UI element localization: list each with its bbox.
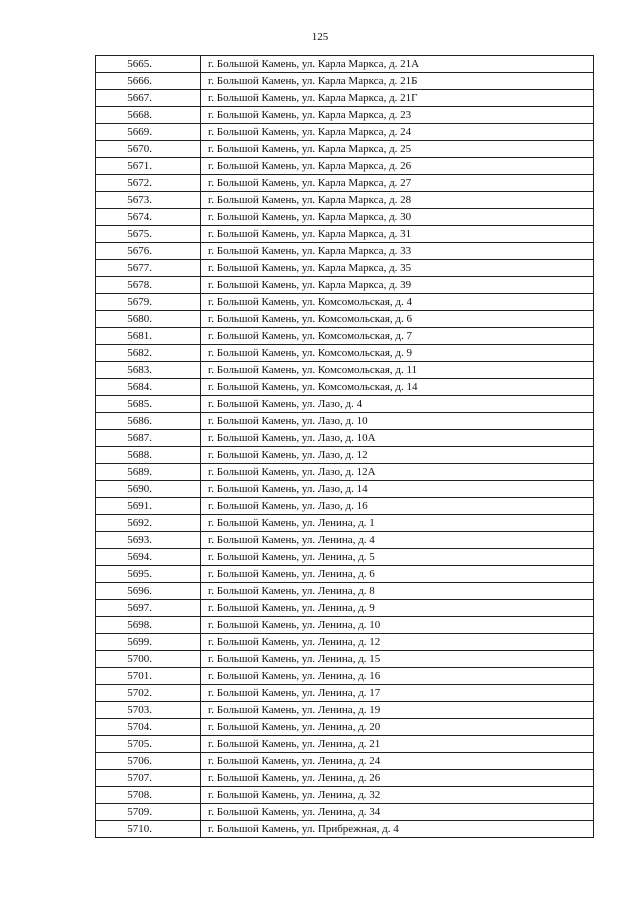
table-row — [96, 430, 594, 447]
row-address: г. Большой Камень, ул. Комсомольская, д. 14 — [201, 379, 594, 396]
row-address: г. Большой Камень, ул. Ленина, д. 20 — [201, 719, 594, 736]
row-address: г. Большой Камень, ул. Ленина, д. 5 — [201, 549, 594, 566]
row-number: 5705. — [96, 736, 201, 753]
row-address: г. Большой Камень, ул. Карла Маркса, д. 31 — [201, 226, 594, 243]
row-address: г. Большой Камень, ул. Карла Маркса, д. 21Г — [201, 90, 594, 107]
row-address: г. Большой Камень, ул. Карла Маркса, д. 30 — [201, 209, 594, 226]
row-number: 5688. — [96, 447, 201, 464]
row-number: 5677. — [96, 260, 201, 277]
row-address: г. Большой Камень, ул. Лазо, д. 16 — [201, 498, 594, 515]
row-number: 5680. — [96, 311, 201, 328]
table-row — [96, 447, 594, 464]
row-address: г. Большой Камень, ул. Карла Маркса, д. 27 — [201, 175, 594, 192]
row-address: г. Большой Камень, ул. Ленина, д. 26 — [201, 770, 594, 787]
row-number: 5679. — [96, 294, 201, 311]
row-number: 5687. — [96, 430, 201, 447]
row-number: 5700. — [96, 651, 201, 668]
row-number: 5708. — [96, 787, 201, 804]
table-row — [96, 243, 594, 260]
table-row — [96, 719, 594, 736]
row-number: 5695. — [96, 566, 201, 583]
row-address: г. Большой Камень, ул. Прибрежная, д. 4 — [201, 821, 594, 838]
row-address: г. Большой Камень, ул. Ленина, д. 17 — [201, 685, 594, 702]
row-address: г. Большой Камень, ул. Комсомольская, д. 9 — [201, 345, 594, 362]
table-row — [96, 260, 594, 277]
row-address: г. Большой Камень, ул. Лазо, д. 12 — [201, 447, 594, 464]
row-number: 5699. — [96, 634, 201, 651]
row-number: 5698. — [96, 617, 201, 634]
row-address: г. Большой Камень, ул. Карла Маркса, д. 24 — [201, 124, 594, 141]
table-row — [96, 107, 594, 124]
row-number: 5669. — [96, 124, 201, 141]
row-number: 5690. — [96, 481, 201, 498]
row-address: г. Большой Камень, ул. Ленина, д. 10 — [201, 617, 594, 634]
table-row — [96, 158, 594, 175]
row-number: 5704. — [96, 719, 201, 736]
row-number: 5685. — [96, 396, 201, 413]
row-address: г. Большой Камень, ул. Ленина, д. 16 — [201, 668, 594, 685]
table-row — [96, 753, 594, 770]
table-row — [96, 328, 594, 345]
row-number: 5692. — [96, 515, 201, 532]
row-number: 5691. — [96, 498, 201, 515]
row-number: 5675. — [96, 226, 201, 243]
row-address: г. Большой Камень, ул. Комсомольская, д. 11 — [201, 362, 594, 379]
row-number: 5693. — [96, 532, 201, 549]
table-row — [96, 549, 594, 566]
table-row — [96, 90, 594, 107]
row-address: г. Большой Камень, ул. Лазо, д. 10А — [201, 430, 594, 447]
table-row — [96, 175, 594, 192]
row-number: 5671. — [96, 158, 201, 175]
row-address: г. Большой Камень, ул. Ленина, д. 8 — [201, 583, 594, 600]
table-row — [96, 277, 594, 294]
row-address: г. Большой Камень, ул. Ленина, д. 34 — [201, 804, 594, 821]
table-row — [96, 821, 594, 838]
row-number: 5682. — [96, 345, 201, 362]
table-row — [96, 651, 594, 668]
table-row — [96, 345, 594, 362]
row-address: г. Большой Камень, ул. Ленина, д. 15 — [201, 651, 594, 668]
table-row — [96, 736, 594, 753]
table-row — [96, 379, 594, 396]
table-row — [96, 362, 594, 379]
row-address: г. Большой Камень, ул. Ленина, д. 6 — [201, 566, 594, 583]
row-number: 5673. — [96, 192, 201, 209]
table-row — [96, 73, 594, 90]
table-row — [96, 56, 594, 73]
row-address: г. Большой Камень, ул. Карла Маркса, д. 26 — [201, 158, 594, 175]
table-row — [96, 702, 594, 719]
address-table-body — [96, 56, 594, 838]
row-number: 5689. — [96, 464, 201, 481]
table-row — [96, 515, 594, 532]
table-row — [96, 600, 594, 617]
row-number: 5696. — [96, 583, 201, 600]
row-address: г. Большой Камень, ул. Ленина, д. 32 — [201, 787, 594, 804]
row-number: 5678. — [96, 277, 201, 294]
row-address: г. Большой Камень, ул. Ленина, д. 24 — [201, 753, 594, 770]
row-address: г. Большой Камень, ул. Ленина, д. 9 — [201, 600, 594, 617]
row-address: г. Большой Камень, ул. Комсомольская, д. 6 — [201, 311, 594, 328]
row-address: г. Большой Камень, ул. Карла Маркса, д. 21Б — [201, 73, 594, 90]
row-address: г. Большой Камень, ул. Карла Маркса, д. 39 — [201, 277, 594, 294]
row-address: г. Большой Камень, ул. Карла Маркса, д. 35 — [201, 260, 594, 277]
table-row — [96, 226, 594, 243]
row-address: г. Большой Камень, ул. Карла Маркса, д. 28 — [201, 192, 594, 209]
row-number: 5703. — [96, 702, 201, 719]
row-number: 5676. — [96, 243, 201, 260]
table-row — [96, 634, 594, 651]
table-row — [96, 617, 594, 634]
row-number: 5683. — [96, 362, 201, 379]
address-table — [95, 55, 594, 838]
row-address: г. Большой Камень, ул. Лазо, д. 12А — [201, 464, 594, 481]
row-address: г. Большой Камень, ул. Карла Маркса, д. 23 — [201, 107, 594, 124]
row-address: г. Большой Камень, ул. Лазо, д. 4 — [201, 396, 594, 413]
row-number: 5667. — [96, 90, 201, 107]
row-address: г. Большой Камень, ул. Ленина, д. 19 — [201, 702, 594, 719]
row-number: 5702. — [96, 685, 201, 702]
table-row — [96, 209, 594, 226]
row-address: г. Большой Камень, ул. Карла Маркса, д. 33 — [201, 243, 594, 260]
table-row — [96, 124, 594, 141]
table-row — [96, 192, 594, 209]
row-address: г. Большой Камень, ул. Комсомольская, д. 7 — [201, 328, 594, 345]
row-number: 5710. — [96, 821, 201, 838]
row-address: г. Большой Камень, ул. Карла Маркса, д. 21А — [201, 56, 594, 73]
row-address: г. Большой Камень, ул. Ленина, д. 1 — [201, 515, 594, 532]
table-row — [96, 498, 594, 515]
row-number: 5697. — [96, 600, 201, 617]
row-address: г. Большой Камень, ул. Карла Маркса, д. 25 — [201, 141, 594, 158]
row-address: г. Большой Камень, ул. Комсомольская, д. 4 — [201, 294, 594, 311]
row-address: г. Большой Камень, ул. Лазо, д. 10 — [201, 413, 594, 430]
row-address: г. Большой Камень, ул. Ленина, д. 4 — [201, 532, 594, 549]
table-row — [96, 311, 594, 328]
row-number: 5707. — [96, 770, 201, 787]
row-number: 5672. — [96, 175, 201, 192]
row-address: г. Большой Камень, ул. Лазо, д. 14 — [201, 481, 594, 498]
row-number: 5701. — [96, 668, 201, 685]
table-row — [96, 294, 594, 311]
row-number: 5694. — [96, 549, 201, 566]
table-row — [96, 770, 594, 787]
table-row — [96, 566, 594, 583]
row-number: 5674. — [96, 209, 201, 226]
row-number: 5670. — [96, 141, 201, 158]
row-number: 5668. — [96, 107, 201, 124]
row-number: 5686. — [96, 413, 201, 430]
page-number: 125 — [311, 31, 329, 43]
row-number: 5681. — [96, 328, 201, 345]
row-number: 5666. — [96, 73, 201, 90]
table-row — [96, 685, 594, 702]
table-row — [96, 787, 594, 804]
row-address: г. Большой Камень, ул. Ленина, д. 12 — [201, 634, 594, 651]
table-row — [96, 583, 594, 600]
table-row — [96, 532, 594, 549]
table-row — [96, 464, 594, 481]
row-number: 5706. — [96, 753, 201, 770]
table-row — [96, 413, 594, 430]
table-row — [96, 668, 594, 685]
row-number: 5709. — [96, 804, 201, 821]
table-row — [96, 141, 594, 158]
row-number: 5684. — [96, 379, 201, 396]
table-row — [96, 804, 594, 821]
row-number: 5665. — [96, 56, 201, 73]
row-address: г. Большой Камень, ул. Ленина, д. 21 — [201, 736, 594, 753]
table-row — [96, 481, 594, 498]
table-row — [96, 396, 594, 413]
